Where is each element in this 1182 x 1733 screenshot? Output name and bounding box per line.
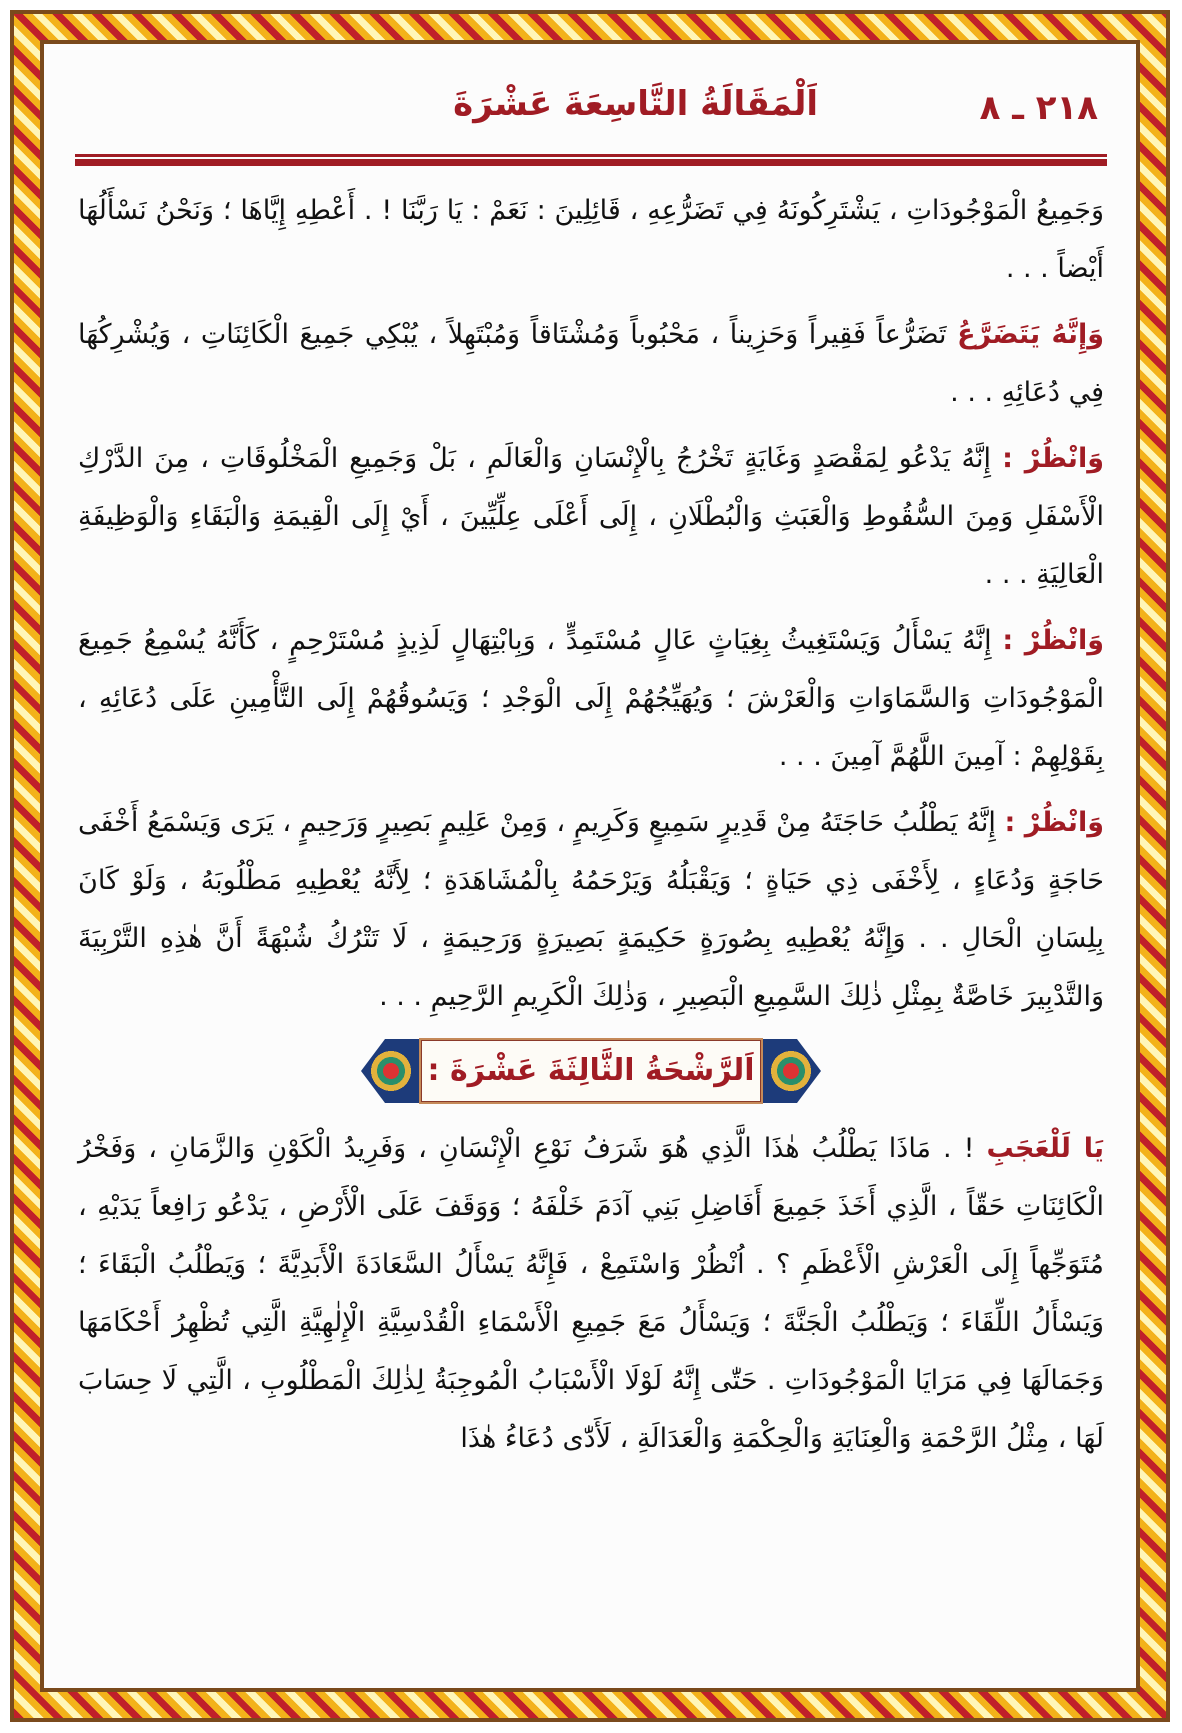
page-header — [64, 84, 1118, 144]
paragraph-text: تَضَرُّعاً فَقِيراً وَحَزِيناً ، مَحْبُوباً وَمُشْتَاقاً وَمُبْتَهِلاً ، يُبْكِي جَمِيعَ الْكَائِنَاتِ ، وَيُشْرِكُهَا فِي دُعَائِهِ . . . — [78, 319, 1104, 408]
page-number: ٢١٨ ـ ٨ — [979, 88, 1098, 128]
paragraph — [78, 612, 1104, 786]
paragraph-text: إِنَّهُ يَسْأَلُ وَيَسْتَغِيثُ بِغِيَاثٍ عَالٍ مُسْتَمِدٍّ ، وَبِابْتِهَالٍ لَذِيذٍ مُسْتَرْحِمٍ ، كَأَنَّهُ يُسْمِعُ جَمِيعَ الْمَوْجُودَاتِ وَالسَّمَاوَاتِ وَالْعَرْشَ ؛ وَيُهَيِّجُهُمْ إِلَى الْوَجْدِ ؛ وَيَسُوقُهُمْ إِلَى التَّأْمِينِ عَلَى دُعَائِهِ ، بِقَوْلِهِمْ : آمِينَ اللَّهُمَّ آمِينَ . . . — [78, 625, 1104, 772]
paragraph-text: إِنَّهُ يَطْلُبُ حَاجَتَهُ مِنْ قَدِيرٍ سَمِيعٍ وَكَرِيمٍ ، وَمِنْ عَلِيمٍ بَصِيرٍ وَرَحِيمٍ ، يَرَى وَيَسْمَعُ أَخْفَى حَاجَةٍ وَدُعَاءٍ ، لِأَخْفَى ذِي حَيَاةٍ ؛ وَيَقْبَلُهُ وَيَرْحَمُهُ بِالْمُشَاهَدَةِ ؛ لِأَنَّهُ يُعْطِيهِ مَطْلُوبَهُ ، وَلَوْ كَانَ بِلِسَانِ الْحَالِ . . وَإِنَّهُ يُعْطِيهِ بِصُورَةٍ حَكِيمَةٍ بَصِيرَةٍ وَرَحِيمَةٍ ، لَا تَتْرُكُ شُبْهَةً أَنَّ هٰذِهِ التَّرْبِيَةَ وَالتَّدْبِيرَ خَاصَّةٌ بِمِثْلِ ذٰلِكَ السَّمِيعِ الْبَصِيرِ ، وَذٰلِكَ الْكَرِيمِ الرَّحِيمِ . . . — [78, 807, 1104, 1012]
paragraph-lead: وَإِنَّهُ يَتَضَرَّعُ — [957, 319, 1104, 350]
paragraph — [78, 182, 1104, 298]
header-rule-thick — [75, 159, 1107, 166]
paragraph — [78, 306, 1104, 422]
paragraph — [78, 1120, 1104, 1468]
paragraph — [78, 430, 1104, 604]
paragraph-text: وَجَمِيعُ الْمَوْجُودَاتِ ، يَشْتَرِكُونَهُ فِي تَضَرُّعِهِ ، قَائِلِينَ : نَعَمْ : يَا رَبَّنَا ! . أَعْطِهِ إِيَّاهَا ؛ وَنَحْنُ نَسْأَلُهَا أَيْضاً . . . — [78, 195, 1104, 284]
paragraph-lead: وَانْظُرْ : — [1002, 443, 1104, 474]
section-heading-banner — [381, 1036, 801, 1106]
paragraph — [78, 794, 1104, 1026]
paragraph-lead: يَا لَلْعَجَبِ — [986, 1133, 1104, 1164]
header-rule-thin — [75, 154, 1107, 157]
paragraph-text: ! . مَاذَا يَطْلُبُ هٰذَا الَّذِي هُوَ شَرَفُ نَوْعِ الْإِنْسَانِ ، وَفَرِيدُ الْكَوْنِ وَالزَّمَانِ ، وَفَخْرُ الْكَائِنَاتِ حَقّاً ، الَّذِي أَخَذَ جَمِيعَ أَفَاضِلِ بَنِي آدَمَ خَلْفَهُ ؛ وَوَقَفَ عَلَى الْأَرْضِ ، يَدْعُو رَافِعاً يَدَيْهِ ، مُتَوَجِّهاً إِلَى الْعَرْشِ الْأَعْظَمِ ؟ . اُنْظُرْ وَاسْتَمِعْ ، فَإِنَّهُ يَسْأَلُ السَّعَادَةَ الْأَبَدِيَّةَ ؛ وَيَطْلُبُ الْبَقَاءَ ؛ وَيَسْأَلُ اللِّقَاءَ ؛ وَيَطْلُبُ الْجَنَّةَ ؛ وَيَسْأَلُ مَعَ جَمِيعِ الْأَسْمَاءِ الْقُدْسِيَّةِ الْإِلٰهِيَّةِ الَّتِي تُظْهِرُ أَحْكَامَهَا وَجَمَالَهَا فِي مَرَايَا الْمَوْجُودَاتِ . حَتّٰى إِنَّهُ لَوْلَا الْأَسْبَابُ الْمُوجِبَةُ لِذٰلِكَ الْمَطْلُوبِ ، الَّتِي لَا حِسَابَ لَهَا ، مِثْلُ الرَّحْمَةِ وَالْعِنَايَةِ وَالْحِكْمَةِ وَالْعَدَالَةِ ، لَأَدّٰى دُعَاءُ هٰذَا — [78, 1133, 1104, 1454]
paragraph-text: إِنَّهُ يَدْعُو لِمَقْصَدٍ وَغَايَةٍ تَخْرُجُ بِالْإِنْسَانِ وَالْعَالَمِ ، بَلْ وَجَمِيعِ الْمَخْلُوقَاتِ ، مِنَ الدَّرْكِ الْأَسْفَلِ وَمِنَ السُّقُوطِ وَالْعَبَثِ وَالْبُطْلَانِ ، إِلَى أَعْلَى عِلِّيِّينَ ، أَيْ إِلَى الْقِيمَةِ وَالْبَقَاءِ وَالْوَظِيفَةِ الْعَالِيَةِ . . . — [78, 443, 1104, 590]
arabesque-ornament-icon — [761, 1039, 821, 1103]
chapter-title: اَلْمَقَالَةُ التَّاسِعَةَ عَشْرَةَ — [453, 84, 818, 124]
paragraph-lead: وَانْظُرْ : — [1002, 625, 1104, 656]
paragraph-lead: وَانْظُرْ : — [1004, 807, 1104, 838]
section-title: اَلرَّشْحَةُ الثَّالِثَةَ عَشْرَةَ : — [419, 1038, 763, 1104]
arabesque-ornament-icon — [361, 1039, 421, 1103]
article-body — [78, 182, 1104, 1476]
